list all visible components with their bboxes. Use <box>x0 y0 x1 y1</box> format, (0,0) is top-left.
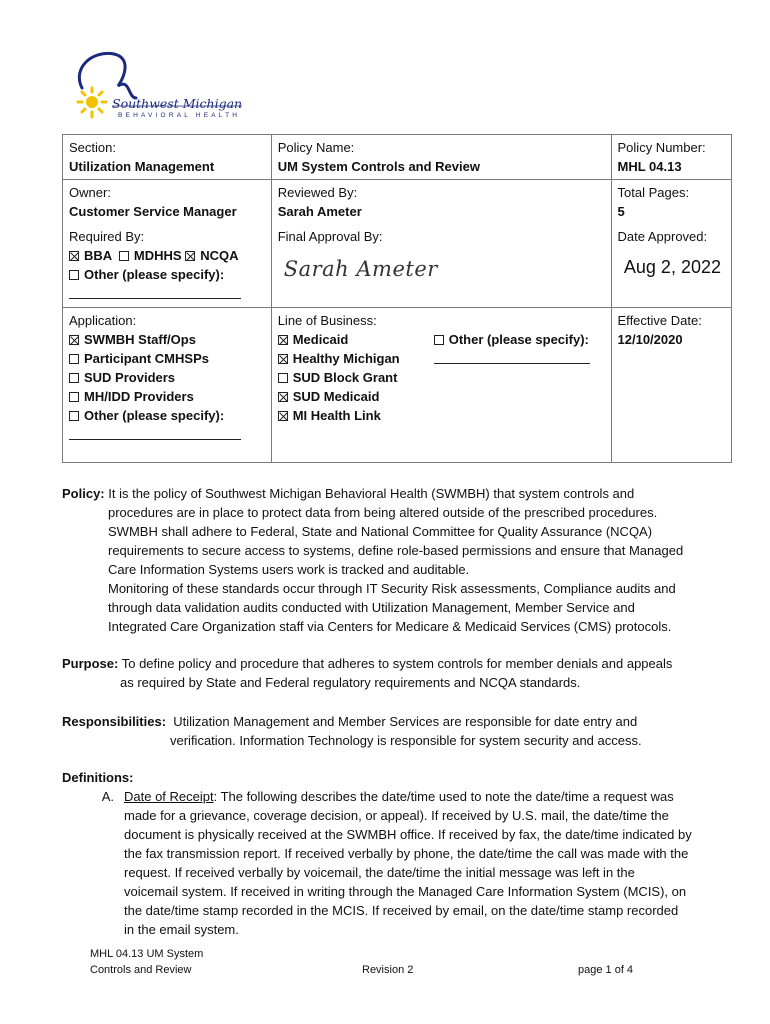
lob-other-row: Other (please specify): <box>434 330 590 349</box>
policy-number-value: MHL 04.13 <box>617 159 682 174</box>
lob-checkbox[interactable] <box>278 335 288 345</box>
lob-checkbox[interactable] <box>278 354 288 364</box>
application-cell <box>63 308 272 463</box>
app-checkbox[interactable] <box>69 335 79 345</box>
total-pages-value: 5 <box>617 204 625 219</box>
total-pages-label: Total Pages: <box>617 185 690 200</box>
policy-header-table <box>62 134 732 463</box>
effective-date-value: 12/10/2020 <box>617 332 683 347</box>
final-approval-label: Final Approval By: <box>277 229 383 244</box>
footer-doc-id: MHL 04.13 UM System Controls and Review <box>90 948 204 976</box>
app-item: SUD Providers <box>69 368 265 387</box>
lob-item: SUD Block Grant <box>278 368 434 387</box>
owner-cell <box>63 180 272 225</box>
effective-date-cell <box>611 308 731 463</box>
policy-number-label: Policy Number: <box>617 140 706 155</box>
effective-date-label: Effective Date: <box>617 313 702 328</box>
section-label: Section: <box>69 140 116 155</box>
owner-value: Customer Service Manager <box>69 204 237 219</box>
app-checkbox[interactable] <box>69 354 79 364</box>
mdhhs-checkbox[interactable] <box>119 251 129 261</box>
reviewed-by-value: Sarah Ameter <box>277 204 362 219</box>
required-other-label: Other (please specify): <box>84 267 225 282</box>
mdhhs-label: MDHHS <box>133 248 182 263</box>
logo-tagline: BEHAVIORAL HEALTH <box>118 112 241 119</box>
reviewed-by-label: Reviewed By: <box>277 185 358 200</box>
policy-section: Policy: It is the policy of Southwest Michigan Behavioral Health (SWMBH) that system controls and procedures are in place to protect data from being altered outside of the prescribed procedures. SWMBH shall adhere to Federal, State and National Committee for Quality Assurance (NCQA) requirements to secure access to systems, define role-based permissions and ensure that Managed Care Information Systems users work is tracked and auditable. Monitoring of these standards occur through IT Security Risk assessments, Compliance audits and through data validation audits conducted with Utilization Management, Member Service and Integrated Care Organization staff via Centers for Medicare & Medicaid Services (CMS) protocols. <box>62 486 684 634</box>
required-by-cell <box>63 224 272 308</box>
required-other-checkbox[interactable] <box>69 270 79 280</box>
app-item: Participant CMHSPs <box>69 349 265 368</box>
app-checkbox[interactable] <box>69 392 79 402</box>
bba-checkbox[interactable] <box>69 251 79 261</box>
reviewed-by-cell <box>271 180 611 225</box>
policy-name-label: Policy Name: <box>277 140 355 155</box>
policy-name-value: UM System Controls and Review <box>277 159 480 174</box>
section-value: Utilization Management <box>69 159 215 174</box>
approval-signature: Sarah Ameter <box>283 257 438 281</box>
bba-label: BBA <box>84 248 112 263</box>
logo-name: Southwest Michigan <box>112 96 243 111</box>
lob-item: SUD Medicaid <box>278 387 434 406</box>
definition-item-a: A. Date of Receipt: The following describes the date/time used to note the date/time a request was made for a grievance, coverage decision, or appeal). If received by U.S. mail, the date/time the document is physically received at the SWMBH office. If received by fax, the date/time indicated by the fax transmission report. If received verbally by phone, the date/time the call was made with the request. If received verbally by voicemail, the date/time the initial message was left in the voicemail system. If received in writing through the Managed Care Information System (MCIS), on the date/time stamp recorded in the MCIS. If received by email, on the date/time stamp recorded in the email system. <box>101 789 692 937</box>
responsibilities-section: Responsibilities: Utilization Management and Member Services are responsible for date entry and verification. Information Technology is responsible for system security and access. <box>62 714 642 748</box>
definitions-label: Definitions: <box>62 770 134 785</box>
footer-revision: Revision 2 <box>362 964 414 976</box>
lob-checkbox[interactable] <box>278 392 288 402</box>
footer-page-number: page 1 of 4 <box>578 964 634 976</box>
required-by-label: Required By: <box>69 229 145 244</box>
ncqa-label: NCQA <box>200 248 239 263</box>
app-checkbox[interactable] <box>69 411 79 421</box>
ncqa-checkbox[interactable] <box>185 251 195 261</box>
lob-label: Line of Business: <box>277 313 377 328</box>
lob-item: Healthy Michigan <box>278 349 434 368</box>
date-approved-cell <box>611 224 731 308</box>
owner-label: Owner: <box>69 185 111 200</box>
header-row-4 <box>63 308 732 463</box>
line-of-business-cell <box>271 308 611 463</box>
app-item: SWMBH Staff/Ops <box>69 330 265 349</box>
lob-other-blank <box>434 349 590 369</box>
responsibilities-label: Responsibilities: <box>62 714 167 729</box>
lob-checkbox[interactable] <box>278 411 288 421</box>
app-checkbox[interactable] <box>69 373 79 383</box>
date-of-receipt-term: Date of Receipt <box>124 789 214 804</box>
policy-number-cell <box>611 135 731 180</box>
required-by-options <box>69 246 265 265</box>
required-other-row <box>69 265 265 284</box>
policy-label: Policy: <box>62 486 105 501</box>
purpose-section: Purpose: To define policy and procedure that adheres to system controls for member denials and appeals as required by State and Federal regulatory requirements and NCQA standards. <box>62 656 673 690</box>
lob-item: Medicaid <box>278 330 434 349</box>
app-other-blank <box>69 425 265 445</box>
lob-other-checkbox[interactable] <box>434 335 444 345</box>
app-item: Other (please specify): <box>69 406 265 425</box>
date-approved-value: Aug 2, 2022 <box>623 257 721 277</box>
definitions-section <box>62 768 732 939</box>
date-approved-label: Date Approved: <box>617 229 708 244</box>
section-cell <box>63 135 272 180</box>
purpose-label: Purpose: <box>62 656 119 671</box>
header-row-3 <box>63 224 732 308</box>
policy-name-cell <box>271 135 611 180</box>
total-pages-cell <box>611 180 731 225</box>
app-item: MH/IDD Providers <box>69 387 265 406</box>
lob-item: MI Health Link <box>278 406 434 425</box>
header-row-2 <box>63 180 732 225</box>
final-approval-cell <box>271 224 611 308</box>
lob-checkbox[interactable] <box>278 373 288 383</box>
required-other-blank <box>69 284 265 304</box>
header-row-1 <box>63 135 732 180</box>
application-label: Application: <box>69 313 137 328</box>
